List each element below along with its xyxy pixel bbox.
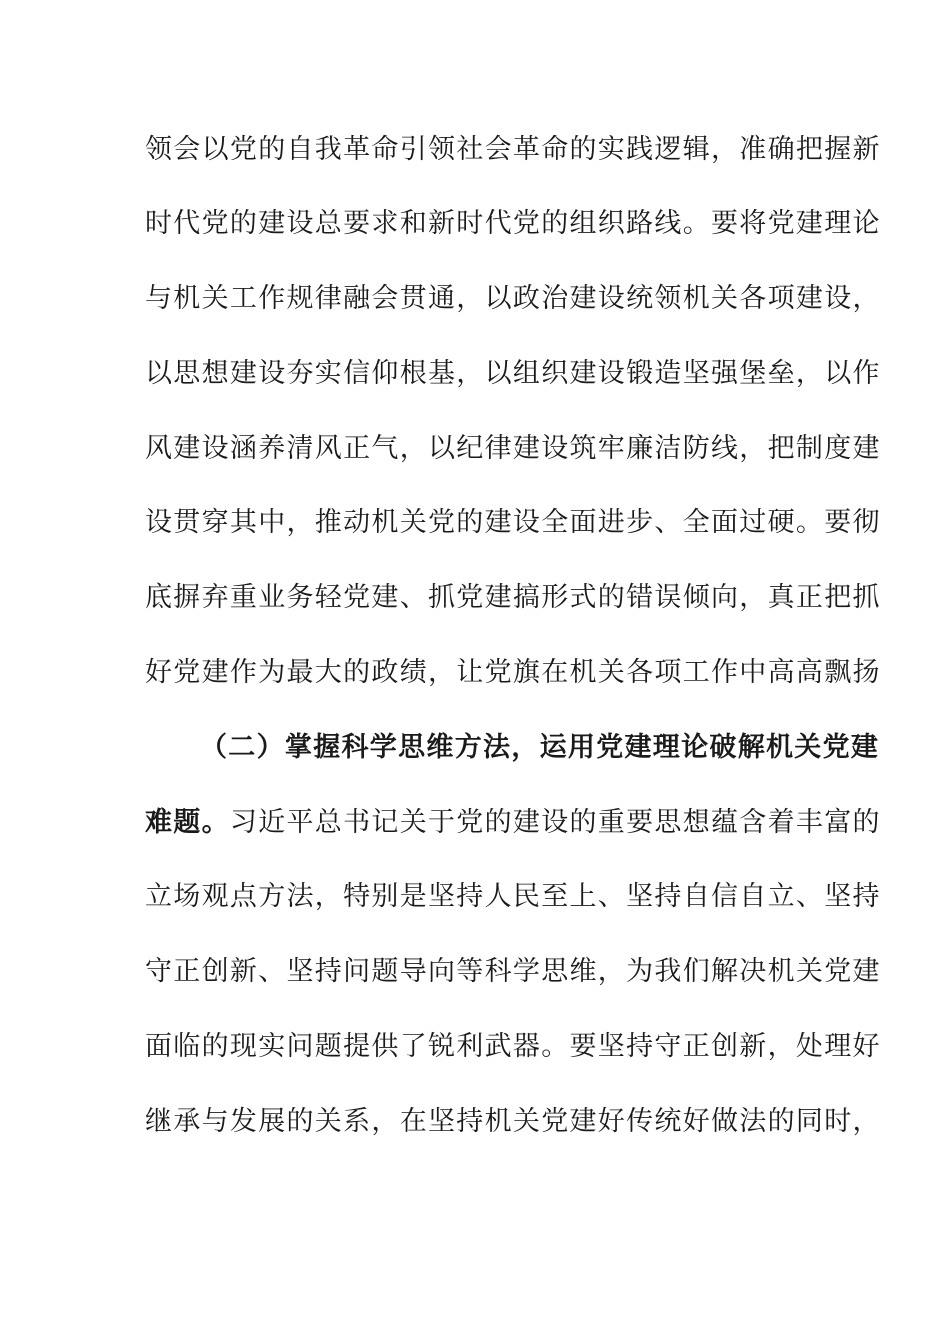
paragraph-text: 习近平总书记关于党的建设的重要思想蕴含着丰富的 (229, 807, 881, 838)
paragraph-line: 风建设涵养清风正气，以纪律建设筑牢廉洁防线，把制度建 (145, 433, 881, 464)
paragraph-line: 与机关工作规律融会贯通，以政治建设统领机关各项建设， (145, 283, 881, 314)
paragraph-line: 面临的现实问题提供了锐利武器。要坚持守正创新，处理好 (145, 1031, 881, 1062)
section-heading-end: 难题。 (145, 807, 230, 838)
section-heading: （二）掌握科学思维方法，运用党建理论破解机关党建 (200, 732, 880, 763)
paragraph-line: 立场观点方法，特别是坚持人民至上、坚持自信自立、坚持 (145, 881, 881, 912)
paragraph-line: 领会以党的自我革命引领社会革命的实践逻辑，准确把握新 (145, 134, 881, 165)
paragraph-line: 设贯穿其中，推动机关党的建设全面进步、全面过硬。要彻 (145, 507, 881, 538)
paragraph-line (145, 803, 881, 843)
paragraph-line: 好党建作为最大的政绩，让党旗在机关各项工作中高高飘扬 (145, 657, 881, 688)
paragraph-line: 继承与发展的关系，在坚持机关党建好传统好做法的同时， (145, 1106, 881, 1137)
paragraph-line: 以思想建设夯实信仰根基，以组织建设锻造坚强堡垒，以作 (145, 358, 881, 389)
paragraph-line: 底摒弃重业务轻党建、抓党建搞形式的错误倾向，真正把抓 (145, 582, 881, 613)
paragraph-line: 时代党的建设总要求和新时代党的组织路线。要将党建理论 (145, 208, 881, 239)
paragraph-line: 守正创新、坚持问题导向等科学思维，为我们解决机关党建 (145, 956, 881, 987)
